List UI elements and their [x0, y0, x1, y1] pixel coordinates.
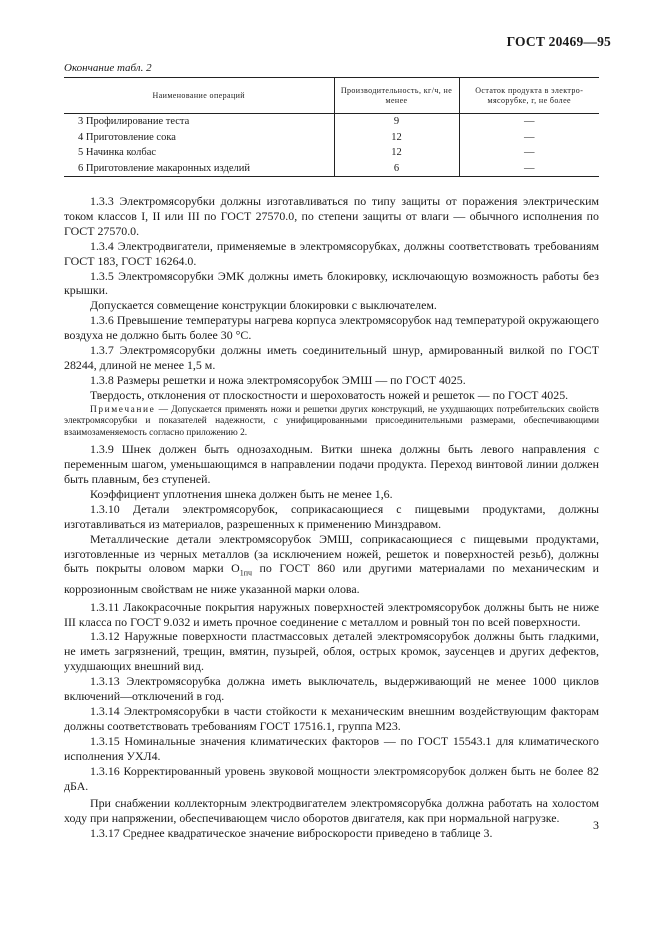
table-row [64, 130, 599, 146]
clause-1-3-13: 1.3.13 Электромясорубка должна иметь выключатель, выдерживающий не менее 1000 циклов включений—отключений в год. [64, 674, 599, 704]
clause-1-3-12: 1.3.12 Наружные поверхности пластмассовых деталей электромясорубок должны быть гладкими, не иметь загрязнений, трещин, вмятин, пузырей, облоя, острых кромок, заусенцев и других дефектов, ухудшающих внешний вид. [64, 629, 599, 674]
table-row [64, 114, 599, 130]
document-header: ГОСТ 20469—95 [506, 34, 611, 49]
clause-1-3-9: 1.3.9 Шнек должен быть однозаходным. Витки шнека должны быть левого направления с переменным шагом, уменьшающимся в направлении подачи продукта. Переход винтовой линии должен быть плавным, без ступеней. [64, 442, 599, 486]
clause-1-3-5-addendum: Допускается совмещение конструкции блокировки с выключателем. [90, 298, 437, 313]
clause-1-3-5: 1.3.5 Электромясорубки ЭМК должны иметь блокировку, исключающую возможность работы без крышки. [64, 268, 599, 298]
clause-1-3-15: 1.3.15 Номинальные значения климатических факторов — по ГОСТ 15543.1 для климатического исполнения УХЛ4. [64, 733, 599, 763]
residue-value: — [459, 161, 599, 177]
clause-1-3-16-addendum: При снабжении коллекторным электродвигателем электромясорубка должна работать на холостом ходу при напряжении, обеспечивающем число оборотов двигателя, как при нормальной нагрузке. [64, 796, 599, 826]
residue-value: — [459, 130, 599, 146]
page-number: 3 [593, 818, 599, 832]
clause-1-3-6: 1.3.6 Превышение температуры нагрева корпуса электромясорубок над температурой окружающего воздуха не должно быть более 30 °С. [64, 313, 599, 343]
note [64, 405, 599, 440]
table-row [64, 161, 599, 177]
clause-1-3-8: 1.3.8 Размеры решетки и ножа электромясорубок ЭМШ — по ГОСТ 4025. [90, 372, 466, 387]
residue-value: — [459, 145, 599, 161]
clause-1-3-11: 1.3.11 Лакокрасочные покрытия наружных поверхностей электромясорубок должны быть не ниже III класса по ГОСТ 9.032 и иметь прочное соединение с металлом и ровный тон по всей поверхности. [64, 599, 599, 629]
operation-name: 6 Приготовление макаронных изделий [64, 161, 334, 177]
productivity-value: 6 [334, 161, 459, 177]
clause-1-3-17: 1.3.17 Среднее квадратическое значение виброскорости приведено в таблице 3. [90, 826, 493, 841]
table-caption: Окончание табл. 2 [64, 62, 152, 74]
residue-value: — [459, 114, 599, 130]
column-header-residue: Остаток продукта в электро-мясорубке, г, не более [459, 78, 599, 114]
clause-1-3-9-addendum: Коэффициент уплотнения шнека должен быть не менее 1,6. [90, 486, 393, 501]
clause-1-3-8-addendum: Твердость, отклонения от плоскостности и шероховатость ножей и решеток — по ГОСТ 4025. [90, 387, 569, 402]
operation-name: 4 Приготовление сока [78, 131, 176, 143]
operations-table [64, 77, 599, 177]
clause-1-3-10-metals [64, 532, 599, 597]
metals-text-end: по ГОСТ 860 или другими материалами по механическим и коррозионным свойствам не ниже указанной марки олова. [64, 561, 600, 596]
column-header-operation: Наименование операций [64, 78, 334, 114]
clause-1-3-10: 1.3.10 Детали электромясорубок, соприкасающиеся с пищевыми продуктами, должны изготавливаться из материалов, разрешенных к применению Минздравом. [64, 501, 599, 531]
clause-1-3-7: 1.3.7 Электромясорубки должны иметь соединительный шнур, армированный вилкой по ГОСТ 28244, длиной не менее 1,5 м. [64, 343, 599, 372]
productivity-value: 12 [334, 145, 459, 161]
tin-grade-subscript: 1пч [239, 568, 253, 578]
productivity-value: 12 [334, 130, 459, 146]
body-text [64, 194, 599, 841]
productivity-value: 9 [334, 114, 459, 130]
table-row [64, 145, 599, 161]
clause-1-3-4: 1.3.4 Электродвигатели, применяемые в электромясорубках, должны соответствовать требованиям ГОСТ 183, ГОСТ 16264.0. [64, 238, 599, 268]
clause-1-3-14: 1.3.14 Электромясорубки в части стойкости к механическим внешним воздействующим факторам должны соответствовать требованиям ГОСТ 17516.1, группа М23. [64, 703, 599, 733]
operation-name: 5 Начинка колбас [78, 147, 157, 159]
column-header-productivity: Производительность, кг/ч, не менее [334, 78, 459, 114]
clause-1-3-16: 1.3.16 Корректированный уровень звуковой мощности электромясорубок должен быть не более 82 дБА. [64, 763, 599, 793]
clause-1-3-3: 1.3.3 Электромясорубки должны изготавливаться по типу защиты от поражения электрическим током классов I, II или III по ГОСТ 27570.0, по степени защиты от влаги — обычного исполнения по ГОСТ 27570.0. [64, 194, 599, 238]
note-label: Примечание [90, 404, 156, 415]
table-header-row [64, 78, 599, 114]
metals-text-start: Металлические детали электромясорубок ЭМШ, соприкасающиеся с пищевыми продуктами, изготовленные из черных металлов (за исключением ножей, решеток и поверхностей резьб), должны быть покрыты оловом марки О [64, 531, 599, 576]
operation-name: 3 Профилирование теста [78, 116, 190, 128]
note-text: — Допускается применять ножи и решетки других конструкций, не ухудшающих потребительских свойств электромясорубки и показателей надежности, с унифицированными присоединительными размерами, обеспечивающими взаимозаменяемость согласно приложению 2. [64, 404, 599, 438]
